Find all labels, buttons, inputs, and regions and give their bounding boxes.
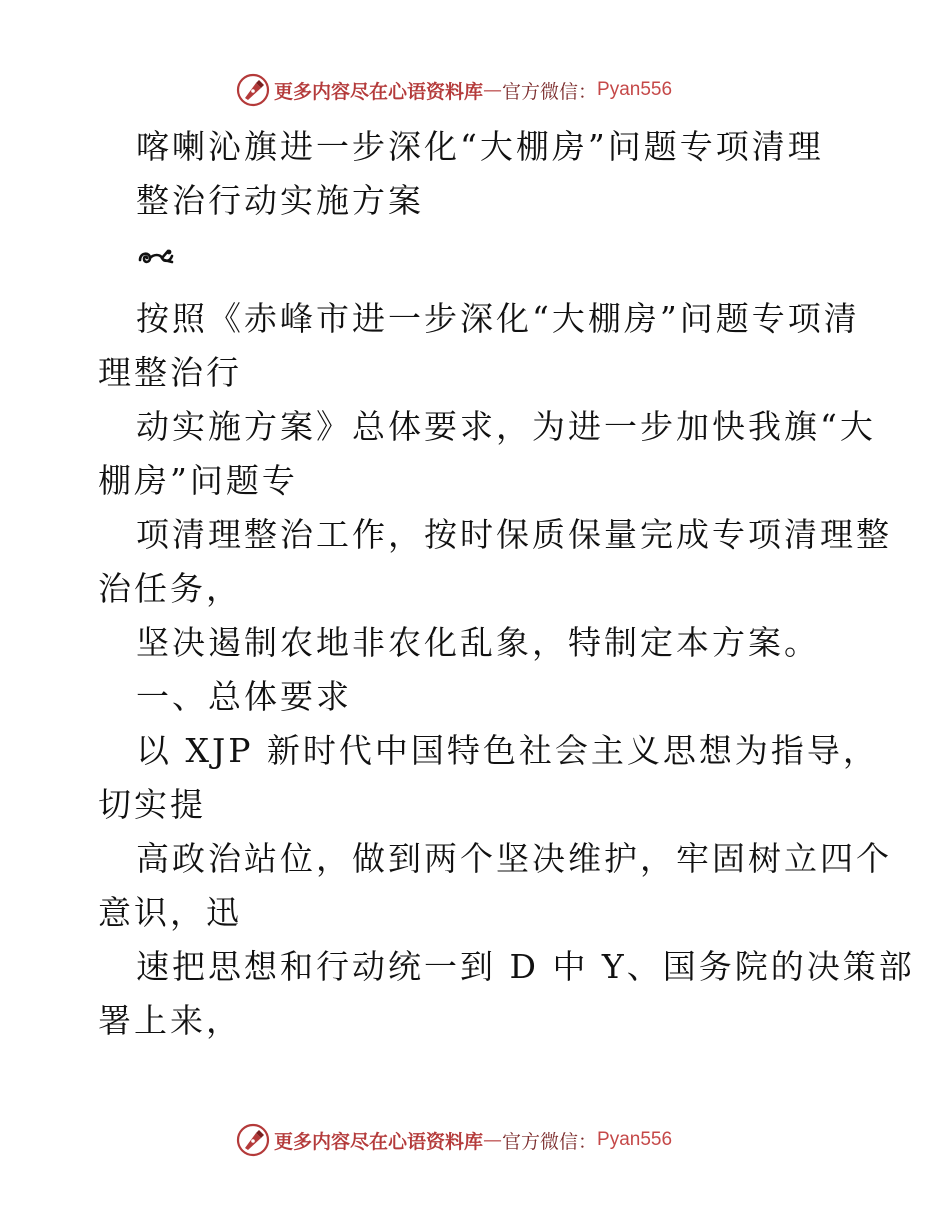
body-line-2: 理整治行: [98, 353, 242, 392]
doc-title-line-1: 喀喇沁旗进一步深化“大棚房”问题专项清理: [136, 127, 824, 166]
banner-dash: —: [483, 1129, 503, 1151]
banner-wechat-id: Pyan556: [597, 79, 673, 100]
doc-title-line-2: 整治行动实施方案: [136, 181, 424, 220]
section-heading-1: 一、总体要求: [136, 677, 352, 716]
body-line-12: 意识，迅: [98, 893, 242, 932]
banner-text: 更多内容尽在心语资料库: [274, 80, 484, 103]
body-line-7: 坚决遏制农地非农化乱象，特制定本方案。: [136, 623, 820, 662]
body-line-5: 项清理整治工作，按时保质保量完成专项清理整: [136, 515, 892, 554]
banner-wechat-id: Pyan556: [597, 1129, 673, 1150]
body-line-6: 治任务，: [98, 569, 242, 608]
ornament: [98, 228, 858, 288]
body-line-10: 切实提: [98, 785, 206, 824]
body-line-11: 高政治站位，做到两个坚决维护，牢固树立四个: [136, 839, 892, 878]
body-line-3: 动实施方案》总体要求，为进一步加快我旗“大: [136, 407, 876, 446]
header-banner: [236, 72, 672, 108]
banner-dash: —: [483, 79, 503, 101]
banner-wechat-label: 官方微信：: [502, 80, 598, 103]
body-line-4: 棚房”问题专: [98, 461, 298, 500]
body-line-14: 署上来，: [98, 1001, 242, 1040]
fleuron-icon: [136, 246, 176, 270]
body-line-9: 以 XJP 新时代中国特色社会主义思想为指导，: [136, 731, 879, 770]
pen-nib-logo-icon: [236, 1123, 270, 1157]
document-body: [98, 120, 915, 1048]
body-line-1: 按照《赤峰市进一步深化“大棚房”问题专项清: [136, 299, 860, 338]
banner-wechat-label: 官方微信：: [502, 1130, 598, 1153]
pen-nib-logo-icon: [236, 73, 270, 107]
body-line-13: 速把思想和行动统一到 D 中 Y、国务院的决策部: [136, 947, 915, 986]
footer-banner: [236, 1122, 672, 1158]
banner-text: 更多内容尽在心语资料库: [274, 1130, 484, 1153]
